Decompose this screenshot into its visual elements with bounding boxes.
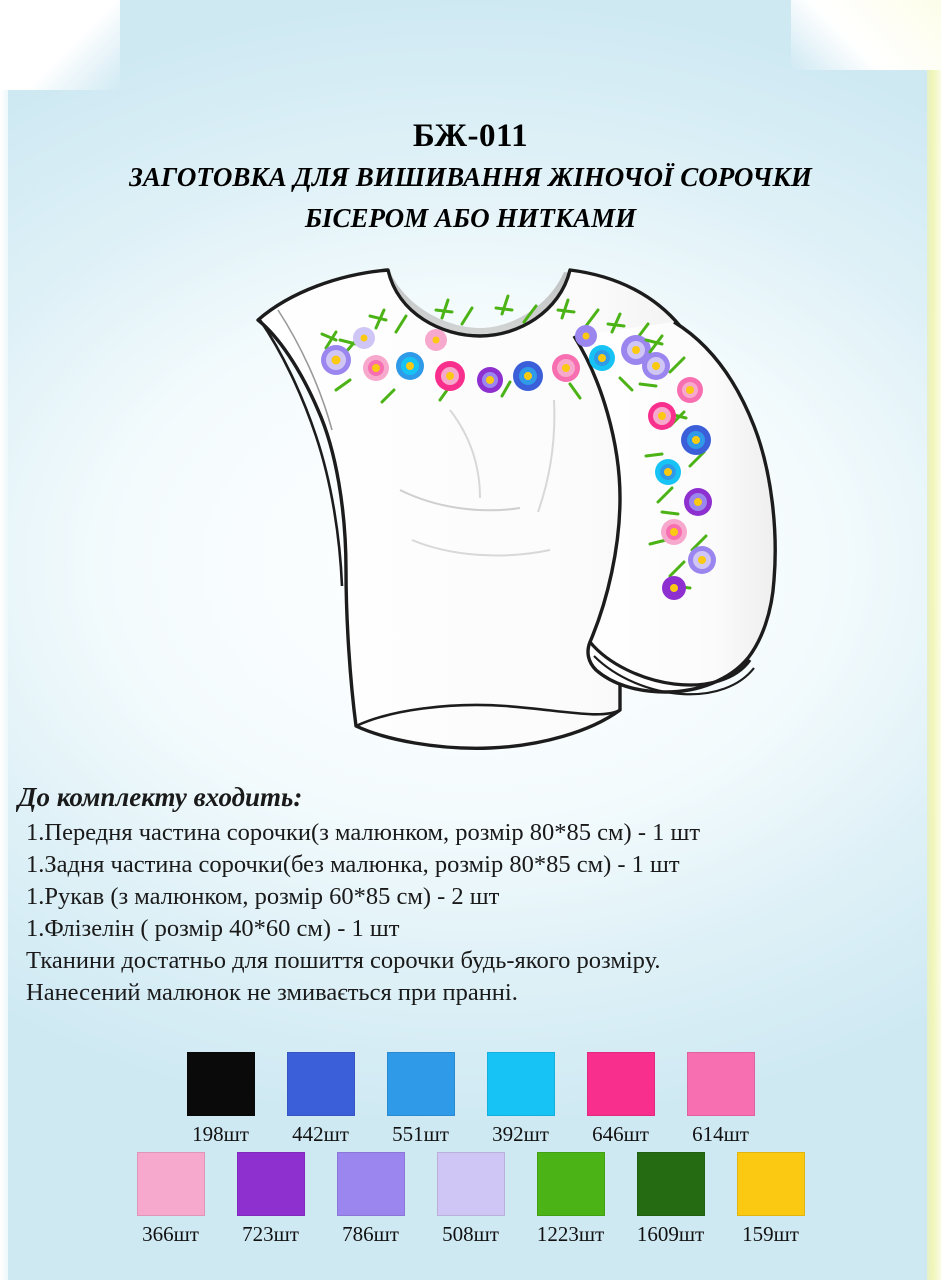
title-block — [0, 118, 941, 235]
page-corner-top-right — [791, 0, 941, 70]
swatch-count: 159шт — [742, 1222, 799, 1246]
swatch-count: 646шт — [592, 1122, 649, 1146]
contents-line: 1.Флізелін ( розмір 40*60 см) - 1 шт — [26, 915, 400, 943]
swatch-count: 442шт — [292, 1122, 349, 1146]
contents-note: Тканини достатньо для пошиття сорочки будь-якого розміру. — [26, 947, 661, 975]
palette-row-1 — [0, 1052, 941, 1147]
swatch-count: 1609шт — [636, 1222, 705, 1246]
headline-line-2: БІСЕРОМ АБО НИТКАМИ — [304, 202, 637, 233]
swatch-count: 786шт — [342, 1222, 399, 1246]
swatch-item — [683, 1052, 759, 1147]
blouse-illustration — [150, 240, 790, 780]
swatch-item — [633, 1152, 709, 1247]
color-swatch — [587, 1052, 655, 1116]
swatch-count: 392шт — [492, 1122, 549, 1146]
swatch-count: 551шт — [392, 1122, 449, 1146]
color-swatch — [337, 1152, 405, 1216]
page-corner-top-left — [0, 0, 120, 90]
contents-title: До комплекту входить: — [18, 782, 303, 812]
swatch-count: 614шт — [692, 1122, 749, 1146]
color-swatch — [487, 1052, 555, 1116]
swatch-item — [333, 1152, 409, 1247]
color-swatch — [187, 1052, 255, 1116]
contents-line: 1.Рукав (з малюнком, розмір 60*85 см) - 2 шт — [26, 883, 500, 911]
swatch-item — [733, 1152, 809, 1247]
color-swatch — [387, 1052, 455, 1116]
swatch-count: 508шт — [442, 1222, 499, 1246]
contents-note: Нанесений малюнок не змивається при пранні. — [26, 979, 518, 1007]
swatch-count: 366шт — [142, 1222, 199, 1246]
color-swatch — [287, 1052, 355, 1116]
product-code: БЖ-011 — [412, 118, 529, 154]
headline-line-1: ЗАГОТОВКА ДЛЯ ВИШИВАННЯ ЖІНОЧОЇ СОРОЧКИ — [129, 162, 812, 193]
color-swatch — [137, 1152, 205, 1216]
palette-row-2 — [0, 1152, 941, 1247]
swatch-count: 198шт — [192, 1122, 249, 1146]
contents-line: 1.Задня частина сорочки(без малюнка, розмір 80*85 см) - 1 шт — [26, 851, 680, 879]
contents-line: 1.Передня частина сорочки(з малюнком, розмір 80*85 см) - 1 шт — [26, 819, 701, 846]
swatch-count: 723шт — [242, 1222, 299, 1246]
swatch-item — [383, 1052, 459, 1147]
swatch-count: 1223шт — [536, 1222, 605, 1246]
color-swatch — [437, 1152, 505, 1216]
swatch-item — [533, 1152, 609, 1247]
color-swatch — [687, 1052, 755, 1116]
contents-block — [18, 782, 928, 1010]
swatch-item — [133, 1152, 209, 1247]
swatch-item — [433, 1152, 509, 1247]
swatch-item — [283, 1052, 359, 1147]
color-swatch — [637, 1152, 705, 1216]
color-swatch — [537, 1152, 605, 1216]
swatch-item — [183, 1052, 259, 1147]
swatch-item — [233, 1152, 309, 1247]
color-swatch — [737, 1152, 805, 1216]
swatch-item — [583, 1052, 659, 1147]
color-swatch — [237, 1152, 305, 1216]
swatch-item — [483, 1052, 559, 1147]
